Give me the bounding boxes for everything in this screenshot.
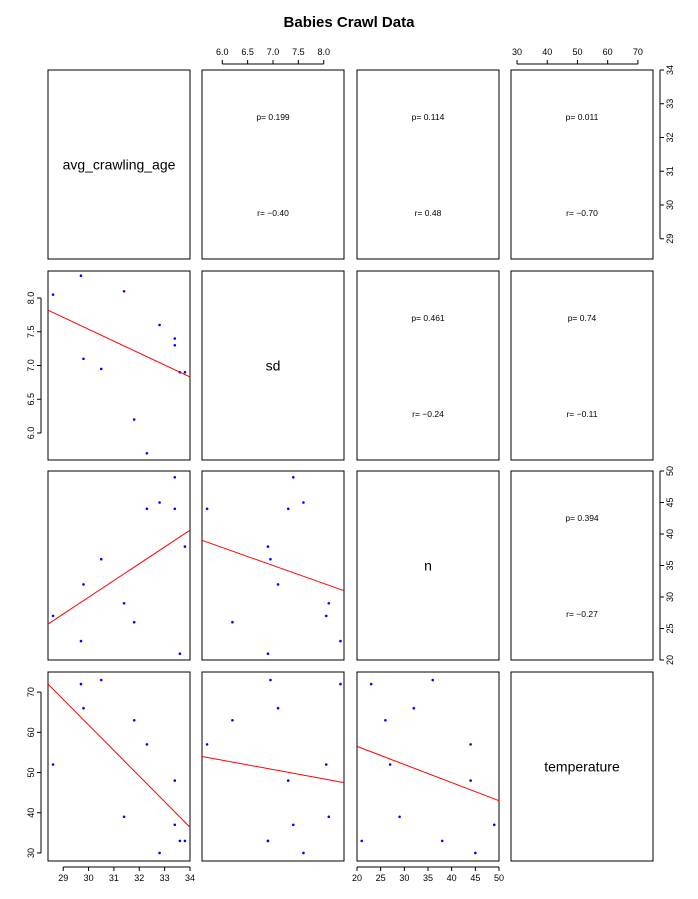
- tick-label-bottom-n-25: 25: [375, 873, 386, 883]
- p-value-sd-n: p= 0.461: [411, 313, 445, 323]
- tick-label-right-avg_crawling_age-29: 29: [665, 233, 675, 244]
- point-temperature-vs-sd-5: [287, 779, 290, 782]
- point-temperature-vs-sd-2: [339, 683, 342, 686]
- point-n-vs-sd-10: [327, 602, 330, 605]
- point-n-vs-sd-11: [325, 615, 328, 618]
- tick-label-left-temperature-50: 50: [26, 767, 36, 778]
- tick-label-top-sd-7: 7.0: [266, 47, 280, 57]
- tick-label-bottom-avg_crawling_age-31: 31: [108, 873, 119, 883]
- point-temperature-vs-n-4: [469, 743, 472, 746]
- point-sd-vs-avg_crawling_age-11: [52, 293, 55, 296]
- tick-label-bottom-avg_crawling_age-29: 29: [58, 873, 69, 883]
- point-temperature-vs-n-10: [398, 815, 401, 818]
- p-value-sd-temperature: p= 0.74: [567, 313, 597, 323]
- tick-label-right-n-25: 25: [665, 623, 675, 634]
- diagonal-label-temperature: temperature: [544, 758, 620, 775]
- tick-label-bottom-n-50: 50: [493, 873, 505, 883]
- point-n-vs-avg_crawling_age-10: [123, 602, 126, 605]
- tick-label-left-sd-7.5: 7.5: [26, 325, 36, 339]
- diagonal-label-avg_crawling_age: avg_crawling_age: [62, 156, 176, 173]
- tick-label-right-n-50: 50: [665, 465, 675, 477]
- point-sd-vs-avg_crawling_age-2: [80, 274, 83, 277]
- tick-label-right-avg_crawling_age-31: 31: [665, 166, 675, 177]
- diagonal-label-sd: sd: [265, 357, 281, 374]
- point-temperature-vs-n-11: [389, 763, 392, 766]
- point-n-vs-avg_crawling_age-7: [173, 476, 176, 479]
- point-sd-vs-avg_crawling_age-7: [173, 337, 176, 340]
- tick-label-bottom-n-20: 20: [351, 873, 363, 883]
- point-n-vs-avg_crawling_age-9: [158, 501, 161, 504]
- point-sd-vs-avg_crawling_age-6: [184, 371, 187, 374]
- tick-label-right-avg_crawling_age-33: 33: [665, 98, 675, 109]
- point-n-vs-sd-7: [292, 476, 295, 479]
- point-n-vs-sd-2: [339, 640, 342, 643]
- point-n-vs-avg_crawling_age-0: [82, 583, 85, 586]
- tick-label-bottom-avg_crawling_age-33: 33: [159, 873, 170, 883]
- tick-label-top-sd-6.5: 6.5: [241, 47, 254, 57]
- panel-frame-0-2: [357, 70, 499, 259]
- point-sd-vs-avg_crawling_age-9: [158, 324, 161, 327]
- r-value-sd-n: r= −0.24: [412, 409, 444, 419]
- tick-label-left-sd-8: 8.0: [26, 291, 36, 305]
- tick-label-bottom-n-40: 40: [446, 873, 457, 883]
- point-n-vs-avg_crawling_age-3: [133, 621, 136, 624]
- point-temperature-vs-avg_crawling_age-0: [82, 707, 85, 710]
- panel-frame-3-2: [357, 672, 499, 861]
- diagonal-label-n: n: [424, 557, 432, 574]
- fit-line-n-vs-avg_crawling_age: [48, 530, 190, 624]
- tick-label-left-temperature-70: 70: [26, 687, 36, 698]
- r-value-sd-temperature: r= −0.11: [566, 409, 598, 419]
- point-temperature-vs-n-0: [413, 707, 416, 710]
- point-sd-vs-avg_crawling_age-1: [100, 368, 103, 371]
- panel-frame-1-2: [357, 271, 499, 460]
- tick-label-right-n-20: 20: [665, 654, 675, 666]
- point-sd-vs-avg_crawling_age-4: [146, 452, 149, 455]
- p-value-avg_crawling_age-temperature: p= 0.011: [565, 112, 599, 122]
- point-n-vs-sd-6: [267, 545, 270, 548]
- point-sd-vs-avg_crawling_age-10: [123, 290, 126, 293]
- panel-frame-0-3: [511, 70, 653, 259]
- tick-label-top-sd-6: 6.0: [216, 47, 229, 57]
- point-temperature-vs-avg_crawling_age-1: [100, 679, 103, 682]
- tick-label-bottom-n-30: 30: [399, 873, 410, 883]
- point-n-vs-sd-0: [277, 583, 280, 586]
- tick-label-bottom-n-35: 35: [422, 873, 434, 883]
- point-temperature-vs-n-9: [474, 852, 477, 855]
- point-temperature-vs-avg_crawling_age-7: [173, 824, 176, 827]
- point-n-vs-avg_crawling_age-1: [100, 558, 103, 561]
- point-sd-vs-avg_crawling_age-0: [82, 357, 85, 360]
- point-n-vs-avg_crawling_age-4: [146, 508, 149, 511]
- point-temperature-vs-avg_crawling_age-11: [52, 763, 55, 766]
- point-temperature-vs-sd-10: [327, 815, 330, 818]
- point-sd-vs-avg_crawling_age-5: [173, 344, 176, 347]
- point-n-vs-sd-8: [267, 652, 270, 655]
- point-n-vs-sd-5: [287, 508, 290, 511]
- tick-label-bottom-n-45: 45: [470, 873, 481, 883]
- tick-label-right-n-40: 40: [665, 528, 675, 540]
- point-temperature-vs-sd-11: [325, 763, 328, 766]
- point-temperature-vs-avg_crawling_age-5: [173, 779, 176, 782]
- point-temperature-vs-sd-4: [206, 743, 209, 746]
- tick-label-top-temperature-30: 30: [512, 47, 523, 57]
- panel-frame-1-3: [511, 271, 653, 460]
- point-temperature-vs-sd-0: [277, 707, 280, 710]
- point-n-vs-avg_crawling_age-2: [80, 640, 83, 643]
- tick-label-top-temperature-70: 70: [632, 47, 643, 57]
- tick-label-right-avg_crawling_age-34: 34: [665, 64, 675, 76]
- r-value-avg_crawling_age-sd: r= −0.40: [257, 208, 289, 218]
- panel-frame-2-0: [48, 471, 190, 660]
- point-temperature-vs-sd-7: [292, 824, 295, 827]
- fit-line-temperature-vs-sd: [202, 756, 344, 782]
- point-temperature-vs-avg_crawling_age-2: [80, 683, 83, 686]
- tick-label-top-temperature-40: 40: [542, 47, 553, 57]
- point-temperature-vs-sd-3: [231, 719, 234, 722]
- point-n-vs-sd-4: [206, 508, 209, 511]
- panel-frame-3-1: [202, 672, 344, 861]
- point-n-vs-avg_crawling_age-6: [184, 545, 187, 548]
- tick-label-right-n-35: 35: [665, 560, 675, 571]
- panel-frame-2-3: [511, 471, 653, 660]
- panel-frame-3-0: [48, 672, 190, 861]
- point-temperature-vs-avg_crawling_age-8: [179, 840, 182, 843]
- p-value-n-temperature: p= 0.394: [565, 513, 599, 523]
- point-temperature-vs-avg_crawling_age-9: [158, 852, 161, 855]
- point-n-vs-sd-1: [269, 558, 272, 561]
- tick-label-right-avg_crawling_age-30: 30: [665, 199, 675, 211]
- point-temperature-vs-sd-1: [269, 679, 272, 682]
- tick-label-left-temperature-60: 60: [26, 727, 36, 738]
- point-temperature-vs-n-8: [360, 840, 363, 843]
- panel-frame-1-0: [48, 271, 190, 460]
- tick-label-left-temperature-40: 40: [26, 807, 36, 818]
- chart-title: Babies Crawl Data: [283, 14, 415, 31]
- point-temperature-vs-avg_crawling_age-10: [123, 815, 126, 818]
- point-temperature-vs-sd-8: [267, 840, 270, 843]
- tick-label-right-n-45: 45: [665, 497, 675, 508]
- r-value-avg_crawling_age-temperature: r= −0.70: [566, 208, 598, 218]
- panel-frame-0-1: [202, 70, 344, 259]
- tick-label-right-n-30: 30: [665, 591, 675, 603]
- fit-line-temperature-vs-avg_crawling_age: [48, 684, 190, 827]
- fit-line-n-vs-sd: [202, 540, 344, 590]
- point-temperature-vs-n-5: [469, 779, 472, 782]
- point-n-vs-sd-3: [231, 621, 234, 624]
- point-temperature-vs-avg_crawling_age-3: [133, 719, 136, 722]
- tick-label-left-sd-6: 6.0: [26, 426, 36, 440]
- point-temperature-vs-n-2: [370, 683, 373, 686]
- p-value-avg_crawling_age-n: p= 0.114: [411, 112, 445, 122]
- point-sd-vs-avg_crawling_age-3: [133, 418, 136, 421]
- r-value-avg_crawling_age-n: r= 0.48: [414, 208, 442, 218]
- tick-label-left-sd-6.5: 6.5: [26, 392, 36, 406]
- point-n-vs-avg_crawling_age-8: [179, 652, 182, 655]
- tick-label-right-avg_crawling_age-32: 32: [665, 132, 675, 143]
- point-temperature-vs-sd-9: [302, 852, 305, 855]
- fit-line-sd-vs-avg_crawling_age: [48, 310, 190, 377]
- fit-line-temperature-vs-n: [357, 746, 499, 800]
- point-n-vs-avg_crawling_age-11: [52, 615, 55, 618]
- tick-label-top-temperature-50: 50: [572, 47, 583, 57]
- point-temperature-vs-avg_crawling_age-6: [184, 840, 187, 843]
- point-n-vs-sd-9: [302, 501, 305, 504]
- point-temperature-vs-n-6: [441, 840, 444, 843]
- tick-label-left-sd-7: 7.0: [26, 359, 36, 372]
- point-temperature-vs-n-1: [431, 679, 434, 682]
- r-value-n-temperature: r= −0.27: [566, 609, 598, 619]
- p-value-avg_crawling_age-sd: p= 0.199: [256, 112, 290, 122]
- tick-label-bottom-avg_crawling_age-30: 30: [83, 873, 94, 883]
- point-temperature-vs-n-7: [493, 824, 496, 827]
- tick-label-left-temperature-30: 30: [26, 847, 36, 858]
- point-temperature-vs-avg_crawling_age-4: [146, 743, 149, 746]
- tick-label-bottom-avg_crawling_age-34: 34: [184, 873, 196, 883]
- tick-label-top-temperature-60: 60: [602, 47, 613, 57]
- tick-label-top-sd-8: 8.0: [317, 47, 330, 57]
- point-temperature-vs-n-3: [384, 719, 387, 722]
- tick-label-bottom-avg_crawling_age-32: 32: [134, 873, 145, 883]
- tick-label-top-sd-7.5: 7.5: [292, 47, 305, 57]
- point-n-vs-avg_crawling_age-5: [173, 508, 176, 511]
